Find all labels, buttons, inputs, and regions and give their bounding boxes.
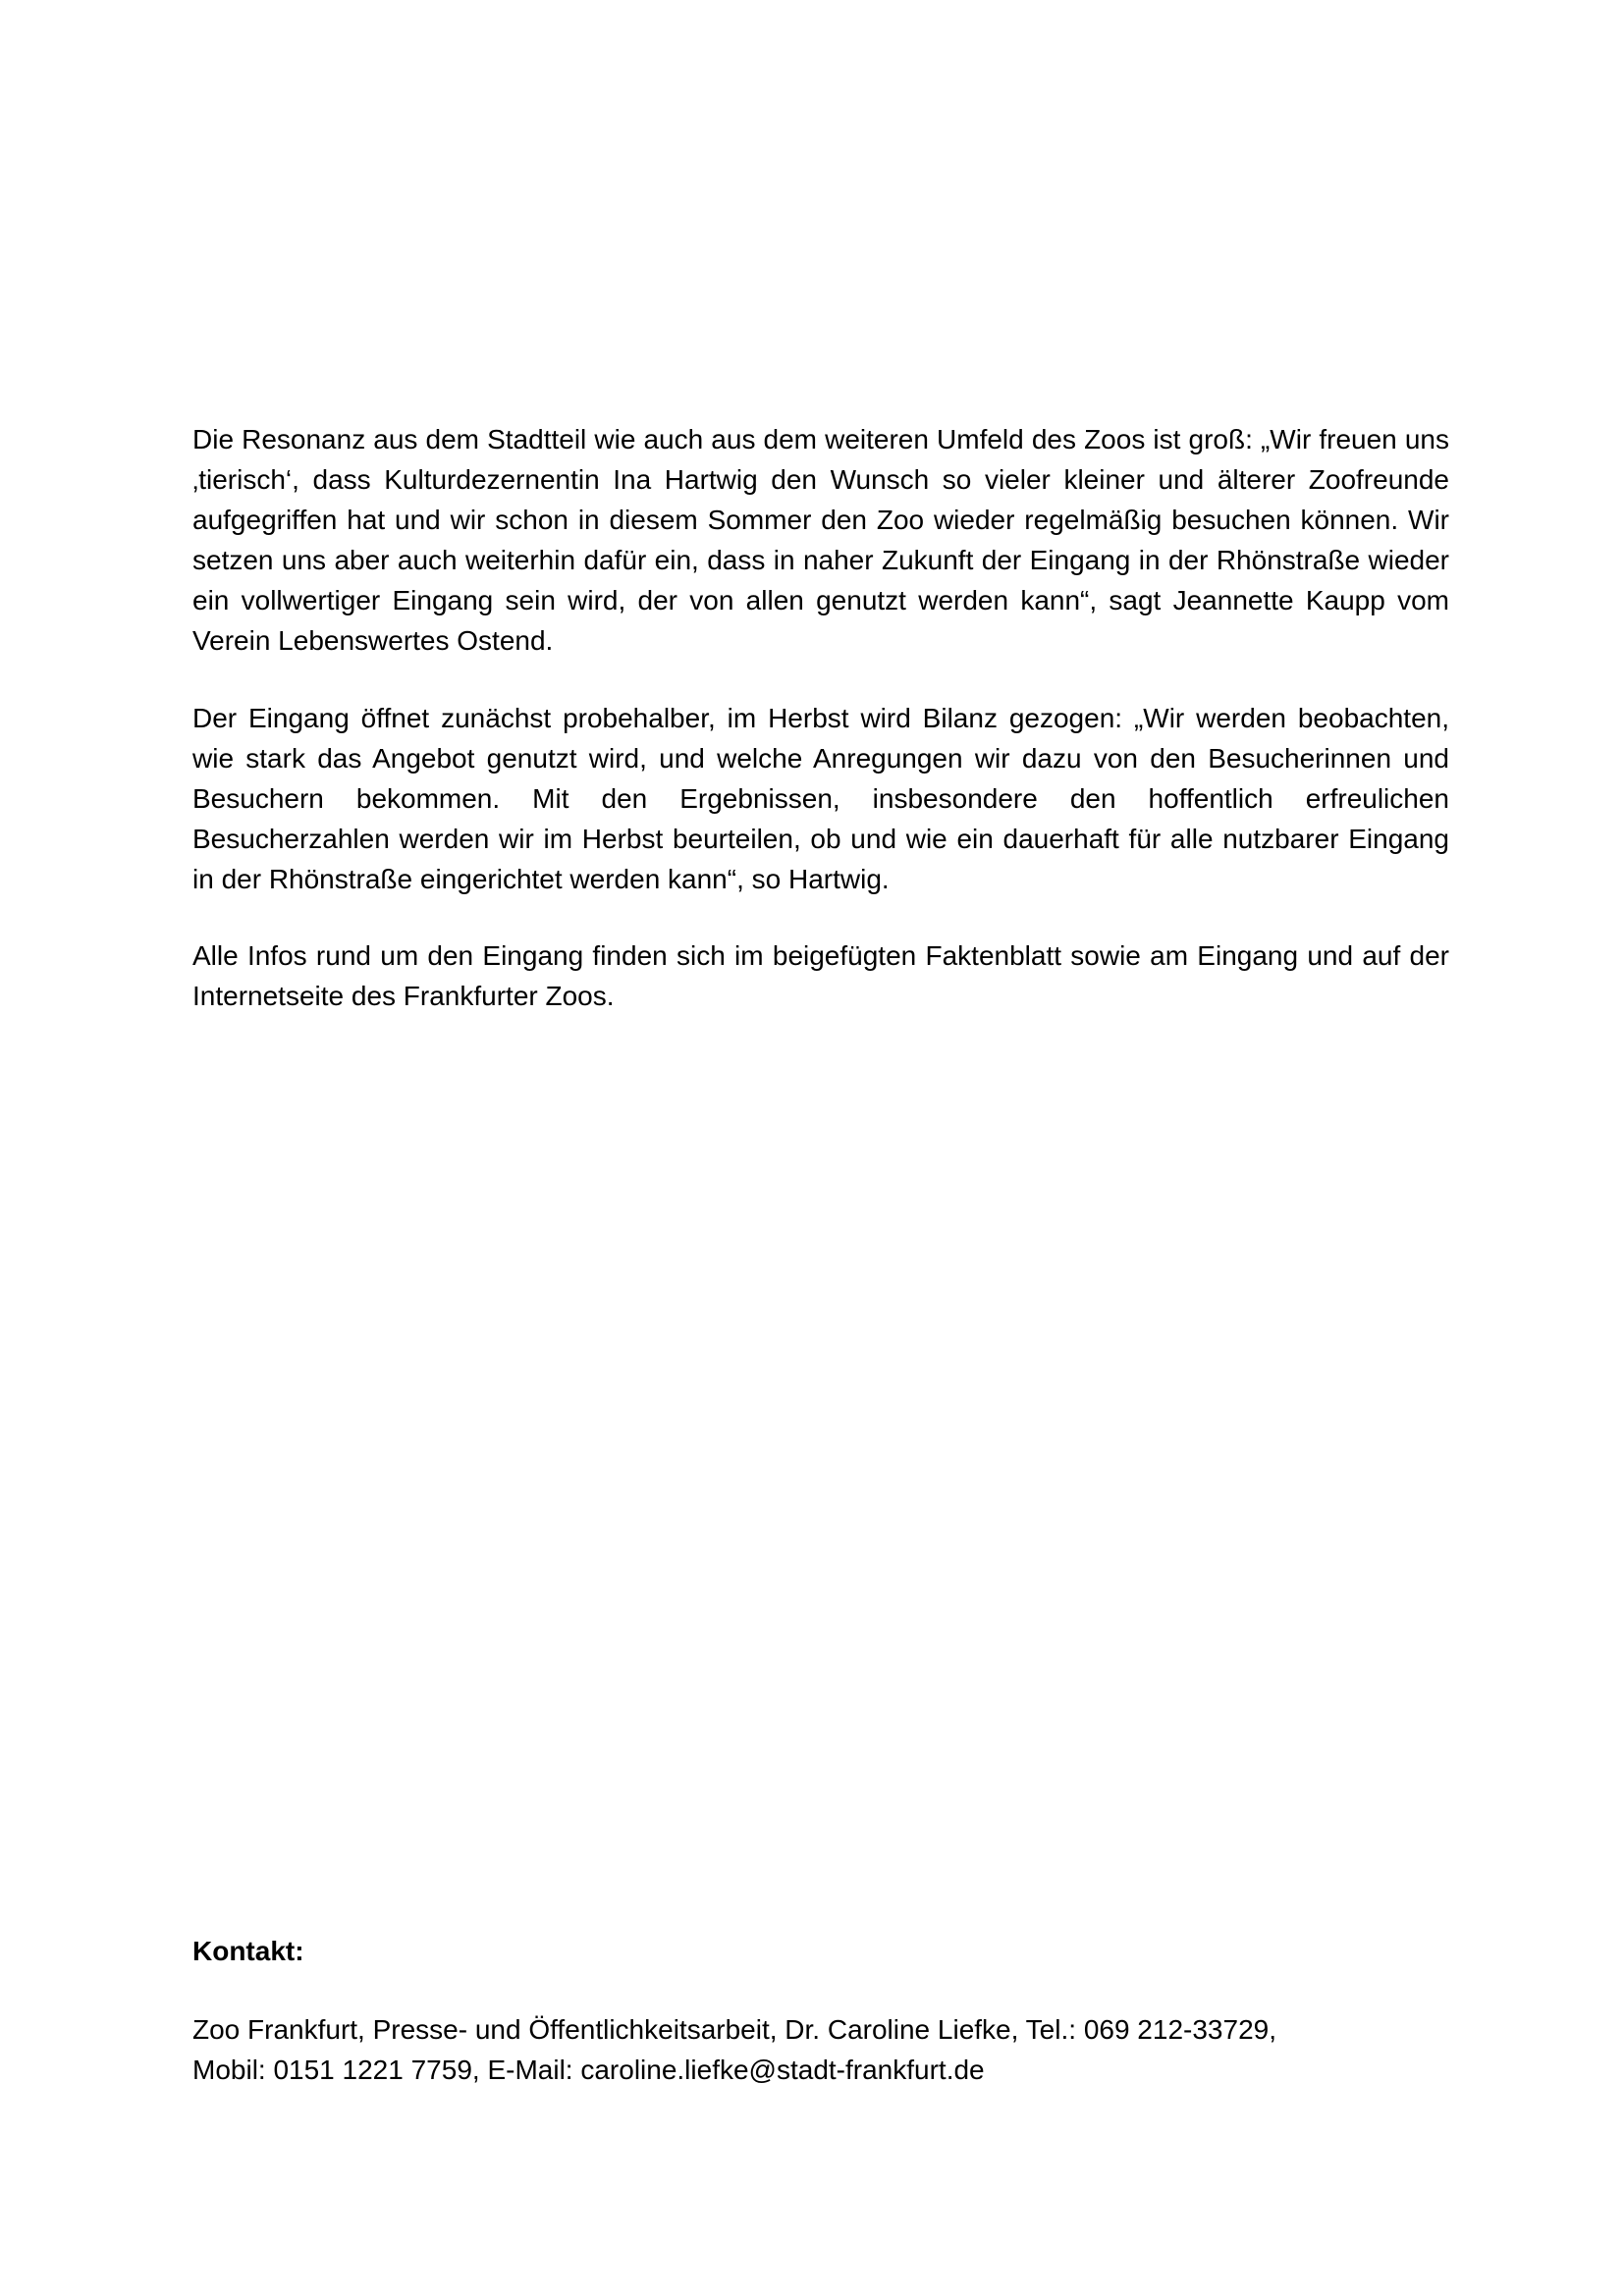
paragraph-eingang-probehalber: Der Eingang öffnet zunächst probehalber, im Herbst wird Bilanz gezogen: „Wir werden beobachten, wie stark das Angebot genutzt wird, und welche Anregungen wir dazu von den Besucherinnen und Besuchern bekommen. Mit den Ergebnissen, insbesondere den hoffentlich erfreulichen Besucherzahlen werden wir im Herbst beurteilen, ob und wie ein dauerhaft für alle nutzbarer Eingang in der Rhönstraße eingerichtet werden kann“, so Hartwig.	[192, 703, 1449, 894]
contact-heading: Kontakt:	[192, 1936, 304, 1966]
paragraph-infos: Alle Infos rund um den Eingang finden sich im beigefügten Faktenblatt sowie am Eingang und auf der Internetseite des Frankfurter Zoos.	[192, 940, 1449, 1011]
contact-line-mobile-email: Mobil: 0151 1221 7759, E-Mail: caroline.liefke@stadt-frankfurt.de	[192, 2055, 985, 2085]
contact-details	[192, 2009, 1449, 2090]
contact-line-press-office: Zoo Frankfurt, Presse- und Öffentlichkeitsarbeit, Dr. Caroline Liefke, Tel.: 069 212-33729,	[192, 2014, 1276, 2045]
paragraph-resonanz: Die Resonanz aus dem Stadtteil wie auch aus dem weiteren Umfeld des Zoos ist groß: „Wir freuen uns ‚tierisch‘, dass Kulturdezernentin Ina Hartwig den Wunsch so vieler kleiner und älterer Zoofreunde aufgegriffen hat und wir schon in diesem Sommer den Zoo wieder regelmäßig besuchen können. Wir setzen uns aber auch weiterhin dafür ein, dass in naher Zukunft der Eingang in der Rhönstraße wieder ein vollwertiger Eingang sein wird, der von allen genutzt werden kann“, sagt Jeannette Kaupp vom Verein Lebenswertes Ostend.	[192, 424, 1449, 656]
